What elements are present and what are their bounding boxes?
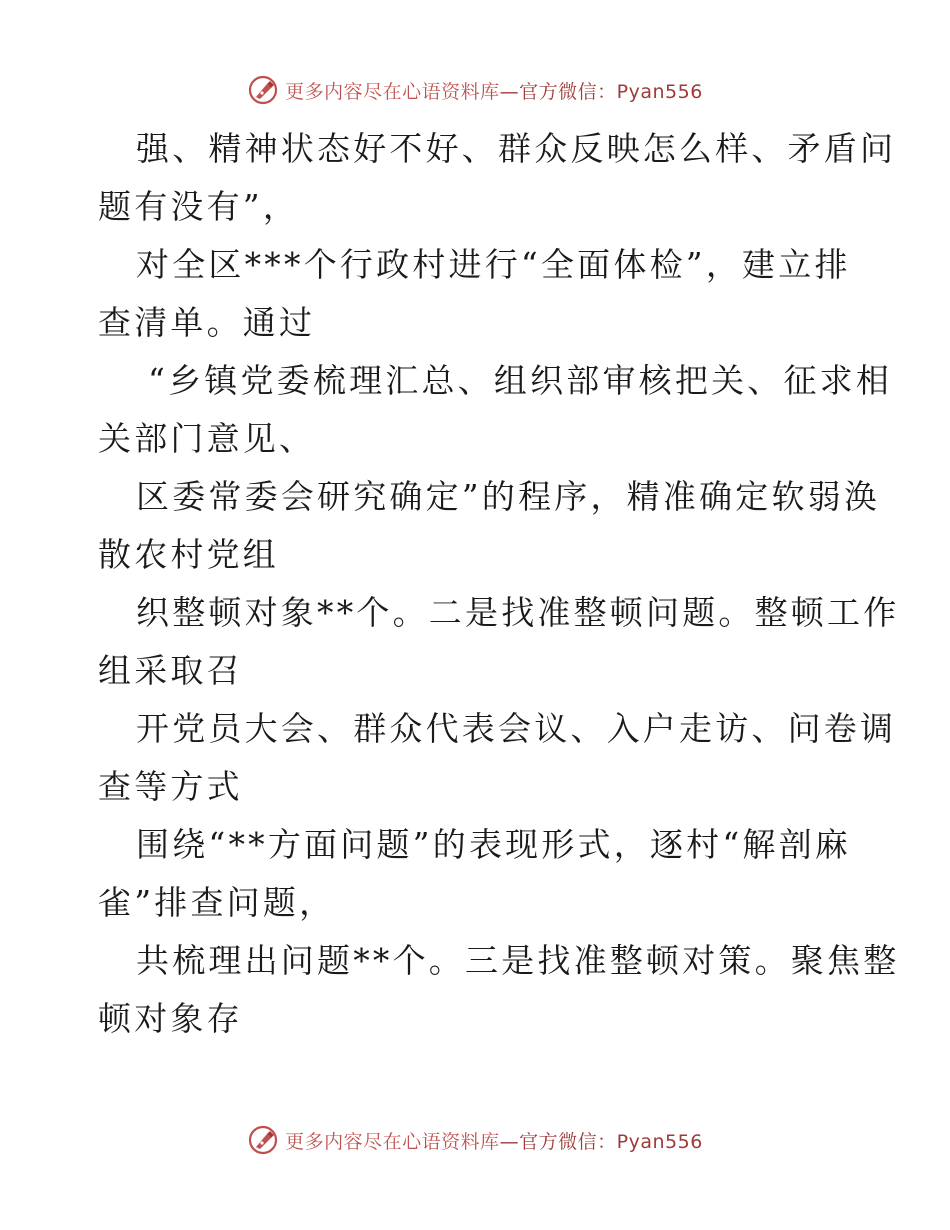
text-line: 查等方式 <box>98 767 243 806</box>
header-text <box>285 77 703 104</box>
text-line: 散农村党组 <box>98 535 279 574</box>
footer-banner <box>0 1120 950 1160</box>
text-line: 共梳理出问题**个。三是找准整顿对策。聚焦整 <box>136 941 900 980</box>
pen-nib-circle-icon <box>247 74 279 106</box>
header-banner <box>0 70 950 110</box>
brand-text: 更多内容尽在心语资料库 <box>285 80 500 103</box>
text-line: 强、精神状态好不好、群众反映怎么样、矛盾问 <box>136 129 897 168</box>
text-line: 查清单。通过 <box>98 303 316 342</box>
text-line: 组采取召 <box>98 651 243 690</box>
text-line: 开党员大会、群众代表会议、入户走访、问卷调 <box>136 709 897 748</box>
text-line: 顿对象存 <box>98 999 243 1038</box>
wechat-text: —官方微信：Pyan556 <box>499 80 703 103</box>
footer-text <box>285 1127 703 1154</box>
brand-text: 更多内容尽在心语资料库 <box>285 1130 500 1153</box>
text-line: 题有没有”， <box>98 187 300 226</box>
text-line: “乡镇党委梳理汇总、组织部审核把关、征求相 <box>148 361 893 400</box>
text-line: 对全区***个行政村进行“全面体检”，建立排 <box>136 245 851 284</box>
wechat-text: —官方微信：Pyan556 <box>499 1130 703 1153</box>
text-line: 雀”排查问题， <box>98 883 336 922</box>
text-line: 织整顿对象**个。二是找准整顿问题。整顿工作 <box>136 593 900 632</box>
text-line: 围绕“**方面问题”的表现形式，逐村“解剖麻 <box>136 825 852 864</box>
pen-nib-circle-icon <box>247 1124 279 1156</box>
text-line: 区委常委会研究确定”的程序，精准确定软弱涣 <box>136 477 881 516</box>
text-line: 关部门意见、 <box>98 419 316 458</box>
